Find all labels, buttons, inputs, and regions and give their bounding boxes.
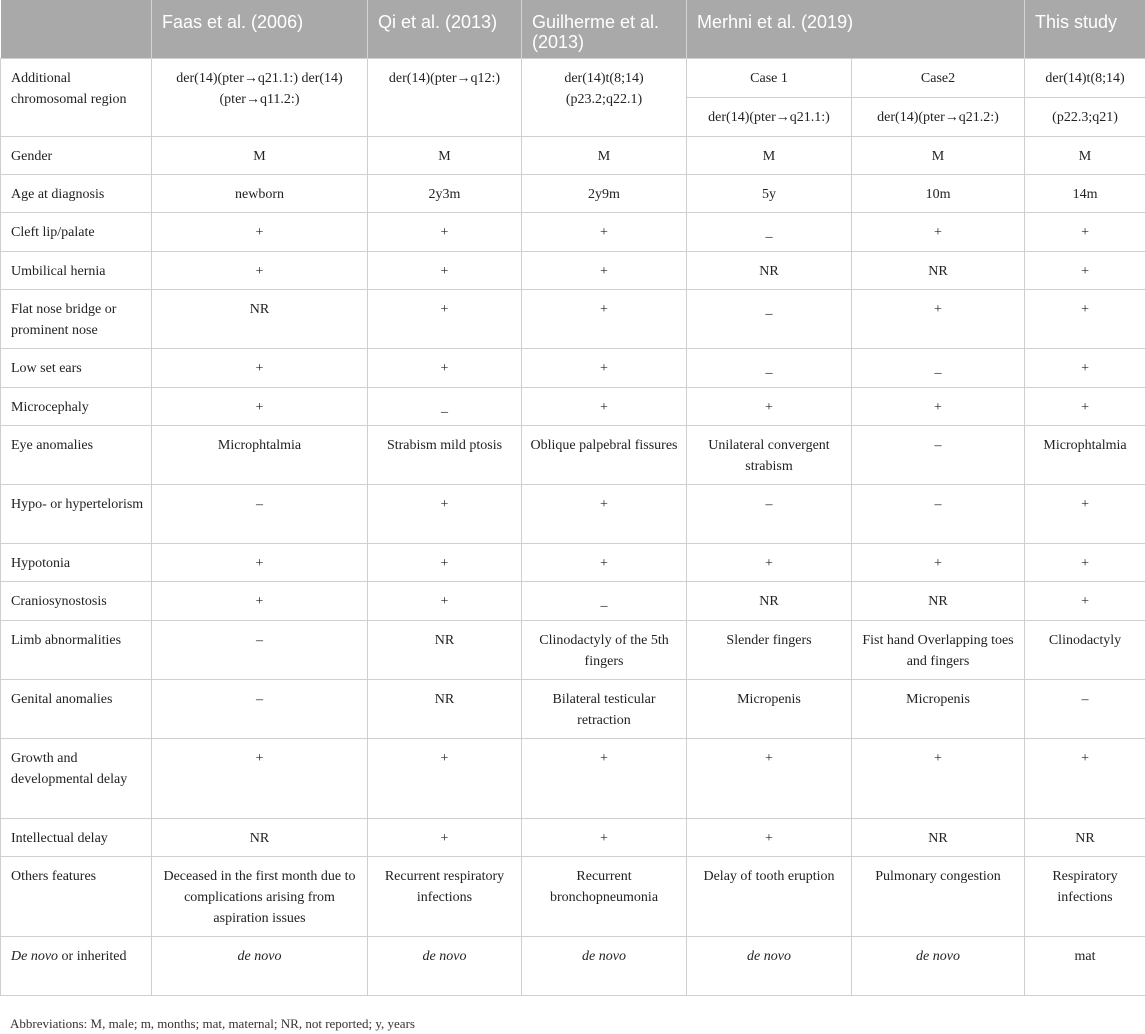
table-cell: Oblique palpebral fissures bbox=[522, 425, 687, 484]
table-cell: de novo bbox=[368, 936, 522, 995]
table-cell: + bbox=[522, 251, 687, 289]
table-cell: + bbox=[152, 212, 368, 251]
table-cell: NR bbox=[152, 289, 368, 348]
table-cell: + bbox=[152, 543, 368, 581]
table-cell: + bbox=[368, 818, 522, 856]
table-cell: + bbox=[852, 738, 1025, 818]
table-cell: + bbox=[1025, 484, 1145, 543]
table-cell: + bbox=[368, 581, 522, 620]
table-cell: Pulmonary congestion bbox=[852, 856, 1025, 936]
table-cell: + bbox=[522, 289, 687, 348]
table-cell: – bbox=[852, 425, 1025, 484]
table-row bbox=[1, 251, 1145, 289]
row-label: Hypo- or hypertelorism bbox=[1, 484, 152, 543]
row-label bbox=[1, 936, 152, 995]
table-cell: + bbox=[152, 581, 368, 620]
table-cell: + bbox=[852, 289, 1025, 348]
table-row bbox=[1, 679, 1145, 738]
table-cell: Microphtalmia bbox=[1025, 425, 1145, 484]
table-cell: Fist hand Overlapping toes and fingers bbox=[852, 620, 1025, 679]
header-merhni: Merhni et al. (2019) bbox=[687, 0, 1025, 58]
table-cell: _ bbox=[687, 289, 852, 348]
table-cell: Strabism mild ptosis bbox=[368, 425, 522, 484]
table-row bbox=[1, 738, 1145, 818]
table-cell: – bbox=[687, 484, 852, 543]
region-case1: der(14)(pter→q21.1:) bbox=[687, 97, 852, 136]
row-label: Cleft lip/palate bbox=[1, 212, 152, 251]
table-cell: – bbox=[1025, 679, 1145, 738]
table-cell: NR bbox=[1025, 818, 1145, 856]
table-cell: + bbox=[522, 484, 687, 543]
table-cell: NR bbox=[852, 251, 1025, 289]
table-cell: + bbox=[522, 818, 687, 856]
region-qi: der(14)(pter→q12:) bbox=[368, 58, 522, 136]
table-cell: + bbox=[852, 387, 1025, 425]
row-label-italic: De novo bbox=[11, 948, 59, 964]
table-cell: mat bbox=[1025, 936, 1145, 995]
table-cell: NR bbox=[687, 581, 852, 620]
table-cell: Slender fingers bbox=[687, 620, 852, 679]
table-cell: + bbox=[687, 387, 852, 425]
table-cell: + bbox=[152, 251, 368, 289]
table-cell: + bbox=[368, 543, 522, 581]
table-cell: + bbox=[152, 387, 368, 425]
table-cell: M bbox=[687, 136, 852, 174]
table-row bbox=[1, 136, 1145, 174]
table-cell: + bbox=[1025, 738, 1145, 818]
table-cell: de novo bbox=[152, 936, 368, 995]
table-cell: 10m bbox=[852, 174, 1025, 212]
table-cell: 2y3m bbox=[368, 174, 522, 212]
table-cell: + bbox=[522, 543, 687, 581]
table-row bbox=[1, 856, 1145, 936]
table-cell: NR bbox=[152, 818, 368, 856]
table-cell: Micropenis bbox=[687, 679, 852, 738]
header-qi: Qi et al. (2013) bbox=[368, 0, 522, 58]
table-cell: + bbox=[687, 738, 852, 818]
table-cell: + bbox=[1025, 387, 1145, 425]
table-cell: M bbox=[522, 136, 687, 174]
table-cell: + bbox=[368, 289, 522, 348]
table-cell: Unilateral convergent strabism bbox=[687, 425, 852, 484]
table-row bbox=[1, 348, 1145, 387]
table-cell: Delay of tooth eruption bbox=[687, 856, 852, 936]
row-label: Gender bbox=[1, 136, 152, 174]
table-cell: Micropenis bbox=[852, 679, 1025, 738]
table-cell: + bbox=[1025, 543, 1145, 581]
row-label: Others features bbox=[1, 856, 152, 936]
region-faas: der(14)(pter→q21.1:) der(14)(pter→q11.2:) bbox=[152, 58, 368, 136]
table-cell: – bbox=[152, 484, 368, 543]
table-row bbox=[1, 387, 1145, 425]
table-cell: Microphtalmia bbox=[152, 425, 368, 484]
region-row bbox=[1, 58, 1145, 97]
table-cell: + bbox=[368, 484, 522, 543]
region-guilherme: der(14)t(8;14) (p23.2;q22.1) bbox=[522, 58, 687, 136]
table-cell: + bbox=[1025, 251, 1145, 289]
table-row bbox=[1, 581, 1145, 620]
table-row bbox=[1, 818, 1145, 856]
region-this-study-bottom: (p22.3;q21) bbox=[1025, 97, 1145, 136]
table-cell: + bbox=[1025, 289, 1145, 348]
table-cell: NR bbox=[852, 581, 1025, 620]
table-cell: – bbox=[852, 484, 1025, 543]
row-label: Low set ears bbox=[1, 348, 152, 387]
table-cell: + bbox=[687, 543, 852, 581]
table-cell: + bbox=[152, 738, 368, 818]
table-cell: _ bbox=[687, 212, 852, 251]
table-cell: + bbox=[522, 348, 687, 387]
table-cell: _ bbox=[522, 581, 687, 620]
table-cell: + bbox=[1025, 348, 1145, 387]
table-cell: + bbox=[522, 387, 687, 425]
table-cell: NR bbox=[368, 679, 522, 738]
case1-label: Case 1 bbox=[687, 58, 852, 97]
table-row bbox=[1, 484, 1145, 543]
table-cell: + bbox=[368, 738, 522, 818]
header-faas: Faas et al. (2006) bbox=[152, 0, 368, 58]
table-cell: + bbox=[368, 251, 522, 289]
row-label: Growth and developmental delay bbox=[1, 738, 152, 818]
table-row bbox=[1, 620, 1145, 679]
table-cell: + bbox=[687, 818, 852, 856]
abbreviations-footnote: Abbreviations: M, male; m, months; mat, maternal; NR, not reported; y, years bbox=[10, 1016, 415, 1031]
region-case2: der(14)(pter→q21.2:) bbox=[852, 97, 1025, 136]
table-cell: Bilateral testicular retraction bbox=[522, 679, 687, 738]
table-cell: _ bbox=[687, 348, 852, 387]
table-cell: M bbox=[1025, 136, 1145, 174]
table-cell: + bbox=[522, 738, 687, 818]
row-label: Additional chromosomal region bbox=[1, 58, 152, 136]
table-cell: Clinodactyly bbox=[1025, 620, 1145, 679]
table-cell: – bbox=[152, 679, 368, 738]
table-cell: + bbox=[522, 212, 687, 251]
table-row bbox=[1, 543, 1145, 581]
table-cell: Deceased in the first month due to complications arising from aspiration issues bbox=[152, 856, 368, 936]
table-cell: + bbox=[152, 348, 368, 387]
table-cell: Recurrent bronchopneumonia bbox=[522, 856, 687, 936]
table-cell: Clinodactyly of the 5th fingers bbox=[522, 620, 687, 679]
row-label: Age at diagnosis bbox=[1, 174, 152, 212]
table-cell: _ bbox=[368, 387, 522, 425]
row-label: Limb abnormalities bbox=[1, 620, 152, 679]
table-cell: M bbox=[368, 136, 522, 174]
case2-label: Case2 bbox=[852, 58, 1025, 97]
row-label: Hypotonia bbox=[1, 543, 152, 581]
header-row bbox=[1, 0, 1145, 58]
table-cell: + bbox=[368, 212, 522, 251]
table-cell: NR bbox=[368, 620, 522, 679]
row-label: Intellectual delay bbox=[1, 818, 152, 856]
table-row bbox=[1, 289, 1145, 348]
table-cell: + bbox=[852, 543, 1025, 581]
table-cell: newborn bbox=[152, 174, 368, 212]
table-cell: – bbox=[152, 620, 368, 679]
table-cell: Recurrent respiratory infections bbox=[368, 856, 522, 936]
row-label: Flat nose bridge or prominent nose bbox=[1, 289, 152, 348]
table-cell: NR bbox=[687, 251, 852, 289]
row-label: Genital anomalies bbox=[1, 679, 152, 738]
table-cell: 2y9m bbox=[522, 174, 687, 212]
table-cell: _ bbox=[852, 348, 1025, 387]
table-cell: M bbox=[152, 136, 368, 174]
table-row bbox=[1, 936, 1145, 995]
table-row bbox=[1, 174, 1145, 212]
table-cell: + bbox=[1025, 581, 1145, 620]
row-label: Umbilical hernia bbox=[1, 251, 152, 289]
header-blank bbox=[1, 0, 152, 58]
header-guilherme: Guilherme et al. (2013) bbox=[522, 0, 687, 58]
region-this-study-top: der(14)t(8;14) bbox=[1025, 58, 1145, 97]
table-cell: 14m bbox=[1025, 174, 1145, 212]
table-cell: NR bbox=[852, 818, 1025, 856]
table-cell: + bbox=[1025, 212, 1145, 251]
table-cell: 5y bbox=[687, 174, 852, 212]
table-cell: Respiratory infections bbox=[1025, 856, 1145, 936]
table-cell: M bbox=[852, 136, 1025, 174]
table-cell: + bbox=[852, 212, 1025, 251]
table-cell: + bbox=[368, 348, 522, 387]
row-label-rest: or inherited bbox=[58, 948, 127, 964]
table-cell: de novo bbox=[522, 936, 687, 995]
row-label: Craniosynostosis bbox=[1, 581, 152, 620]
table-row bbox=[1, 425, 1145, 484]
row-label: Eye anomalies bbox=[1, 425, 152, 484]
header-this-study: This study bbox=[1025, 0, 1145, 58]
table-row bbox=[1, 212, 1145, 251]
table-cell: de novo bbox=[852, 936, 1025, 995]
row-label: Microcephaly bbox=[1, 387, 152, 425]
table-cell: de novo bbox=[687, 936, 852, 995]
